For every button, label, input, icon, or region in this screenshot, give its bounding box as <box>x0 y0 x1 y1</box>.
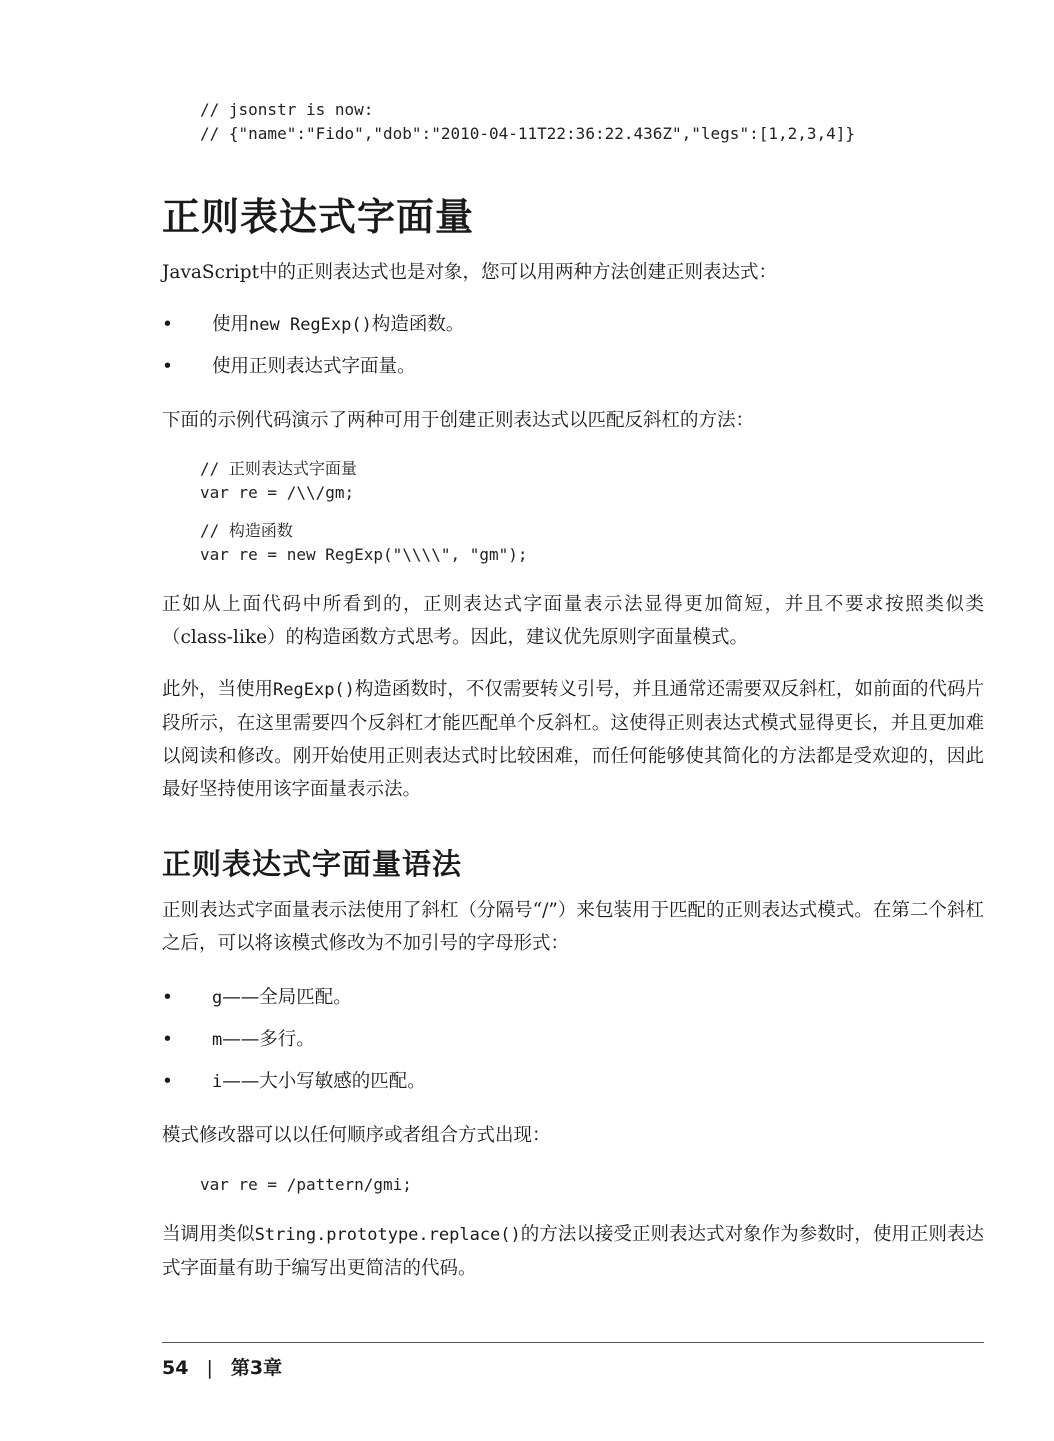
page-footer <box>162 1354 282 1382</box>
code-block-literal <box>200 457 357 505</box>
bullet-icon: • <box>162 314 173 335</box>
bullet-icon: • <box>162 1071 173 1092</box>
footer-divider <box>162 1342 984 1343</box>
footer-separator: | <box>206 1357 213 1379</box>
code-line: // {"name":"Fido","dob":"2010-04-11T22:36:22.436Z","legs":[1,2,3,4]} <box>200 124 856 143</box>
code-line: var re = new RegExp("\\\\", "gm"); <box>200 545 528 564</box>
section-title-regex-literal: 正则表达式字面量 <box>162 195 475 239</box>
paragraph: 正如从上面代码中所看到的，正则表达式字面量表示法显得更加简短，并且不要求按照类似类（class-like）的构造函数方式思考。因此，建议优先原则字面量模式。 <box>162 594 984 648</box>
page-number: 54 <box>162 1357 189 1379</box>
example-intro: 下面的示例代码演示了两种可用于创建正则表达式以匹配反斜杠的方法： <box>162 410 755 431</box>
code-line: // jsonstr is now: <box>200 100 374 119</box>
section-intro: 正则表达式字面量表示法使用了斜杠（分隔号“/”）来包装用于匹配的正则表达式模式。在第二个斜杠之后，可以将该模式修改为不加引号的字母形式： <box>162 900 984 954</box>
code-block-jsonstr <box>200 98 855 146</box>
code-line: var re = /\\/gm; <box>200 483 355 502</box>
section-intro: JavaScript中的正则表达式也是对象，您可以用两种方法创建正则表达式： <box>162 262 778 283</box>
paragraph: 当调用类似String.prototype.replace()的方法以接受正则表达式对象作为参数时，使用正则表达式字面量有助于编写出更简洁的代码。 <box>162 1224 984 1279</box>
section-title-regex-syntax: 正则表达式字面量语法 <box>162 847 463 881</box>
bullet-icon: • <box>162 356 173 377</box>
code-block-constructor <box>200 519 528 567</box>
paragraph: 模式修改器可以以任何顺序或者组合方式出现： <box>162 1125 551 1146</box>
code-line: var re = /pattern/gmi; <box>200 1175 412 1194</box>
code-line: // 构造函数 <box>200 521 293 540</box>
code-block-modifiers <box>200 1173 412 1197</box>
bullet-icon: • <box>162 987 173 1008</box>
paragraph: 此外，当使用RegExp()构造函数时，不仅需要转义引号，并且通常还需要双反斜杠，如前面的代码片段所示，在这里需要四个反斜杠才能匹配单个反斜杠。这使得正则表达式模式显得更长，并且更加难以阅读和修改。刚开始使用正则表达式时比较困难，而任何能够使其简化的方法都是受欢迎的，因此最好坚持使用该字面量表示法。 <box>162 679 984 800</box>
bullet-icon: • <box>162 1029 173 1050</box>
code-line: // 正则表达式字面量 <box>200 459 357 478</box>
chapter-label: 第3章 <box>230 1357 283 1379</box>
